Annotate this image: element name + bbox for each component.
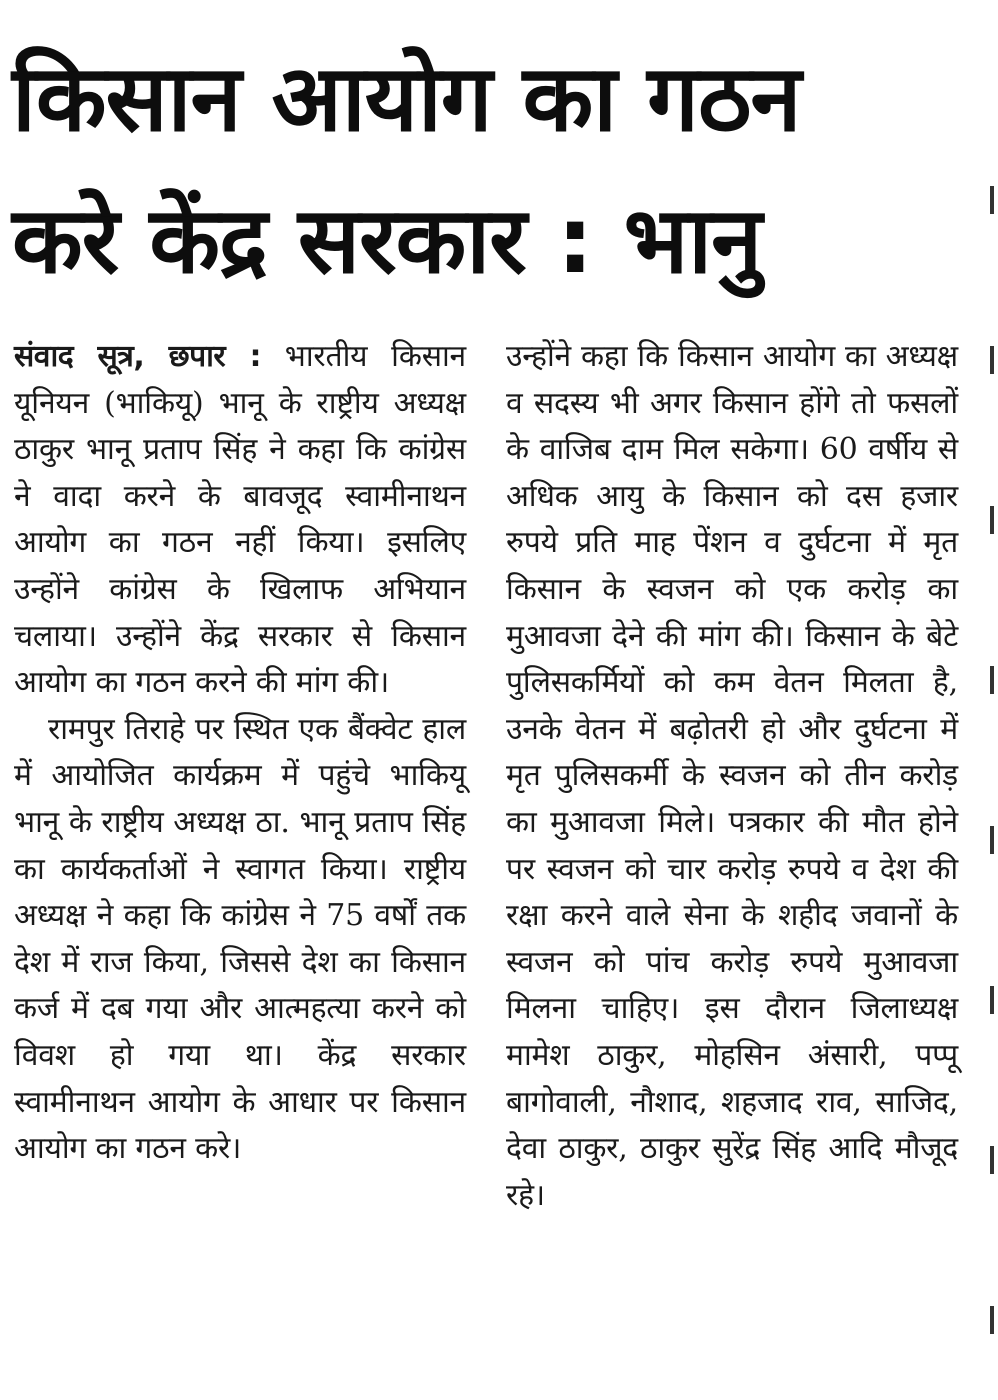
edge-mark — [990, 186, 994, 214]
article-paragraph-3: उन्होंने कहा कि किसान आयोग का अध्यक्ष व सदस्य भी अगर किसान होंगे तो फसलों के वाजिब दाम मिल सकेगा। 60 वर्षीय से अधिक आयु के किसान को दस हजार रुपये प्रति माह पेंशन व दुर्घटना में मृत किसान के स्वजन को एक करोड़ का मुआवजा देने की मांग की। किसान के बेटे पुलिसकर्मियों को कम वेतन मिलता है, उनके वेतन में बढ़ोतरी हो और दुर्घटना में मृत पुलिसकर्मी के स्वजन को तीन करोड़ का मुआवजा मिले। पत्रकार की मौत होने पर स्वजन को चार करोड़ रुपये व देश की रक्षा करने वाले सेना के शहीद जवानों के स्वजन को पांच करोड़ रुपये मुआवजा मिलना चाहिए। इस दौरान जिलाध्यक्ष मामेश ठाकुर, मोहसिन अंसारी, पप्पू बागोवाली, नौशाद, शहजाद राव, साजिद, देवा ठाकुर, ठाकुर सुरेंद्र सिंह आदि मौजूद रहे। — [506, 339, 958, 1213]
headline-line-2: करे केंद्र सरकार : भानु — [12, 187, 762, 294]
adjacent-column-edge — [984, 120, 998, 1400]
edge-mark — [990, 1146, 994, 1174]
article-paragraph-1 — [14, 334, 466, 707]
edge-mark — [990, 346, 994, 374]
headline — [12, 28, 972, 312]
edge-mark — [990, 1306, 994, 1334]
article-paragraph-2: रामपुर तिराहे पर स्थित एक बैंक्वेट हाल में आयोजित कार्यक्रम में पहुंचे भाकियू भानू के राष्ट्रीय अध्यक्ष ठा. भानू प्रताप सिंह का कार्यकर्ताओं ने स्वागत किया। राष्ट्रीय अध्यक्ष ने कहा कि कांग्रेस ने 75 वर्षों तक देश में राज किया, जिससे देश का किसान कर्ज में दब गया और आत्महत्या करने को विवश हो गया था। केंद्र सरकार स्वामीनाथन आयोग के आधार पर किसान आयोग का गठन करे। — [14, 711, 466, 1167]
article-column-right — [506, 334, 958, 1219]
edge-mark — [990, 666, 994, 694]
edge-mark — [990, 826, 994, 854]
edge-mark — [990, 506, 994, 534]
article-paragraph-1-text: भारतीय किसान यूनियन (भाकियू) भानू के राष्ट्रीय अध्यक्ष ठाकुर भानू प्रताप सिंह ने कहा कि कांग्रेस ने वादा करने के बावजूद स्वामीनाथन आयोग का गठन नहीं किया। इसलिए उन्होंने कांग्रेस के खिलाफ अभियान चलाया। उन्होंने केंद्र सरकार से किसान आयोग का गठन करने की मांग की। — [14, 339, 467, 701]
article-column-left — [14, 334, 466, 1173]
dateline: संवाद सूत्र, छपार : — [14, 339, 262, 374]
edge-mark — [990, 986, 994, 1014]
headline-line-1: किसान आयोग का गठन — [12, 45, 801, 152]
